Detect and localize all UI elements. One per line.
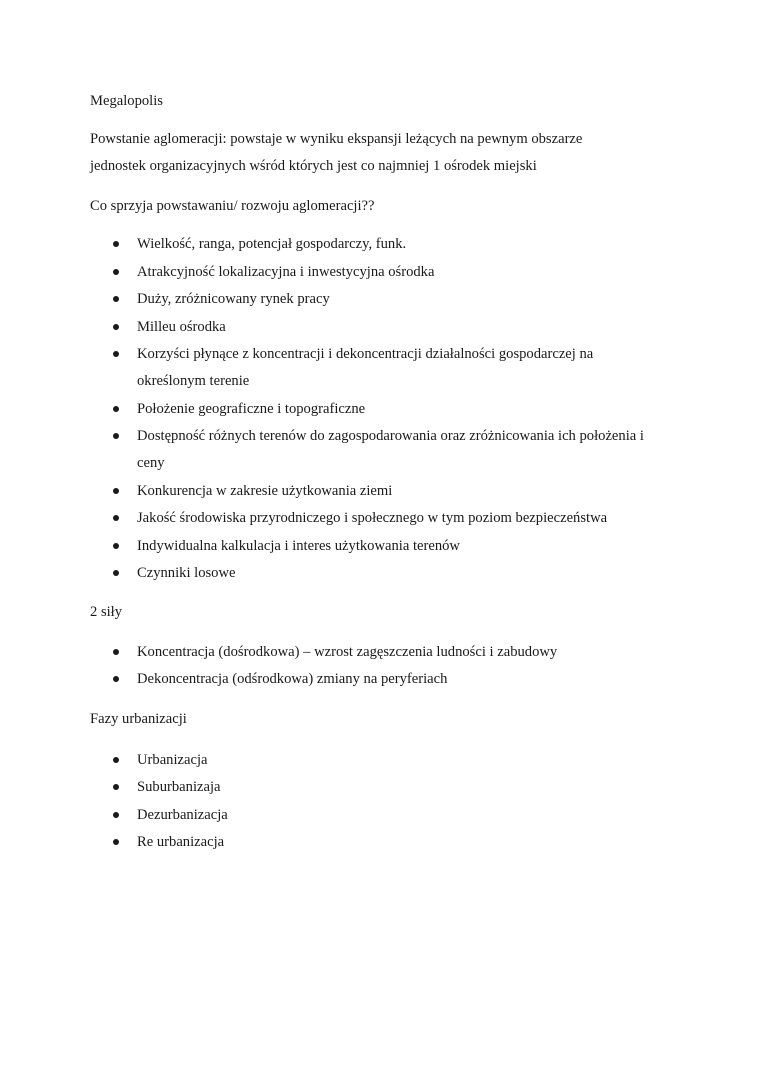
list-item: Duży, zróżnicowany rynek pracy xyxy=(137,291,330,307)
list-item: Konkurencja w zakresie użytkowania ziemi xyxy=(137,483,393,499)
list-item: Dostępność różnych terenów do zagospodarowania oraz zróżnicowania ich położenia i xyxy=(137,428,644,444)
bullet-icon xyxy=(113,433,119,439)
phases-heading: Fazy urbanizacji xyxy=(90,711,187,727)
definition-line-1: Powstanie aglomeracji: powstaje w wyniku ekspansji leżących na pewnym obszarze xyxy=(90,131,583,147)
bullet-icon xyxy=(113,296,119,302)
bullet-icon xyxy=(113,406,119,412)
list-item: Koncentracja (dośrodkowa) – wzrost zagęszczenia ludności i zabudowy xyxy=(137,644,558,660)
bullet-icon xyxy=(113,757,119,763)
list-item: Dekoncentracja (odśrodkowa) zmiany na peryferiach xyxy=(137,671,448,687)
list-item-continuation: określonym terenie xyxy=(137,373,250,389)
list-item: Re urbanizacja xyxy=(137,834,225,850)
bullet-icon xyxy=(113,324,119,330)
bullet-icon xyxy=(113,543,119,549)
bullet-icon xyxy=(113,784,119,790)
bullet-icon xyxy=(113,649,119,655)
document-title: Megalopolis xyxy=(90,93,163,109)
definition-line-2: jednostek organizacyjnych wśród których jest co najmniej 1 ośrodek miejski xyxy=(90,158,537,174)
list-item: Suburbanizaja xyxy=(137,779,221,795)
list-item: Indywidualna kalkulacja i interes użytkowania terenów xyxy=(137,538,460,554)
bullet-icon xyxy=(113,676,119,682)
bullet-icon xyxy=(113,812,119,818)
list-item-continuation: ceny xyxy=(137,455,165,471)
bullet-icon xyxy=(113,570,119,576)
list-item: Wielkość, ranga, potencjał gospodarczy, funk. xyxy=(137,236,407,252)
list-item: Dezurbanizacja xyxy=(137,807,228,823)
list-item: Urbanizacja xyxy=(137,752,208,768)
question-heading: Co sprzyja powstawaniu/ rozwoju aglomeracji?? xyxy=(90,198,375,214)
list-item: Jakość środowiska przyrodniczego i społecznego w tym poziom bezpieczeństwa xyxy=(137,510,608,526)
forces-heading: 2 siły xyxy=(90,604,123,620)
bullet-icon xyxy=(113,488,119,494)
list-item: Atrakcyjność lokalizacyjna i inwestycyjna ośrodka xyxy=(137,264,435,280)
bullet-icon xyxy=(113,241,119,247)
bullet-icon xyxy=(113,515,119,521)
list-item: Korzyści płynące z koncentracji i dekoncentracji działalności gospodarczej na xyxy=(137,346,594,362)
list-item: Położenie geograficzne i topograficzne xyxy=(137,401,366,417)
list-item: Czynniki losowe xyxy=(137,565,236,581)
list-item: Milleu ośrodka xyxy=(137,319,226,335)
bullet-icon xyxy=(113,269,119,275)
bullet-icon xyxy=(113,351,119,357)
bullet-icon xyxy=(113,839,119,845)
